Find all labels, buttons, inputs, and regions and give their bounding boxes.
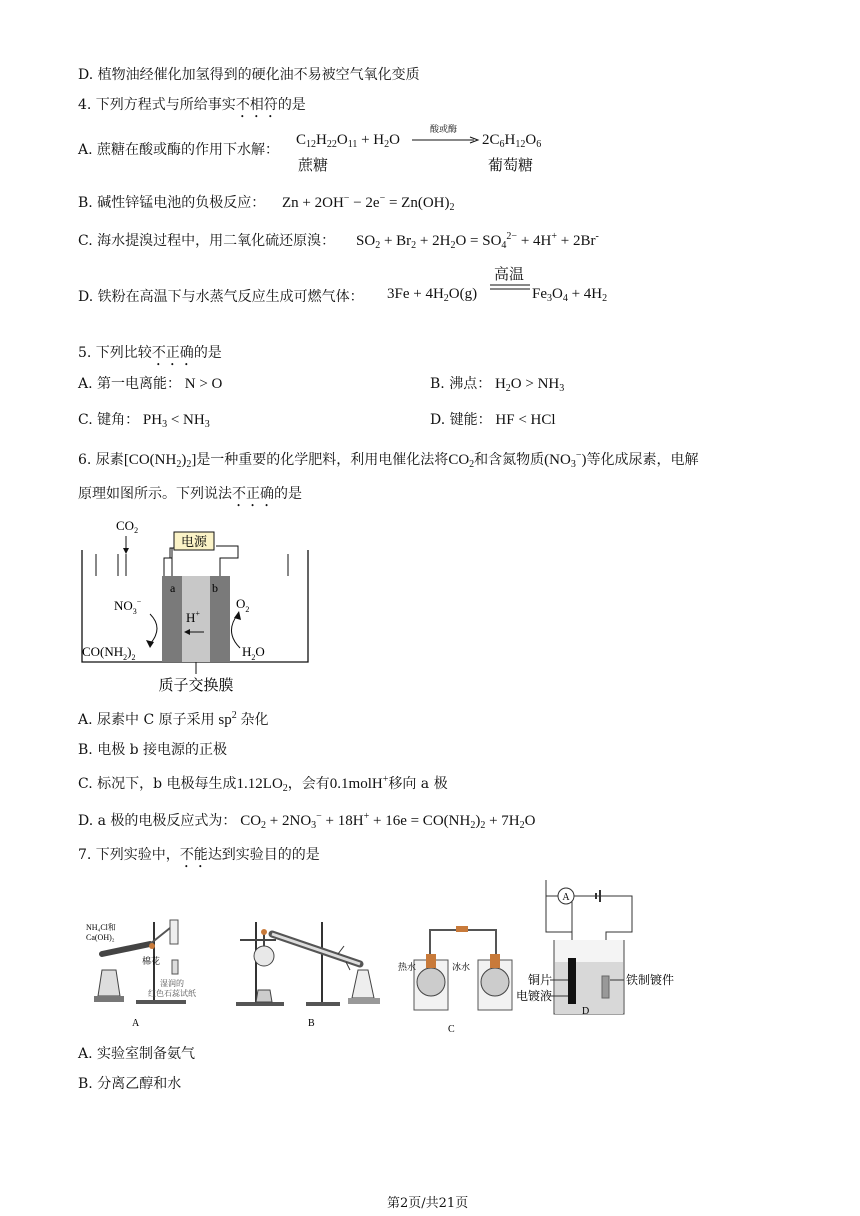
fig-c-label: C	[448, 1024, 455, 1034]
fig-a-reagent-label-2: Ca(OH)₂	[86, 933, 115, 942]
fig-b-label: B	[308, 1018, 315, 1029]
water-label: $H_2O$	[242, 644, 265, 662]
q4-option-d-equation: $3Fe + 4H_2O(g)$	[387, 286, 478, 304]
q6-option-a: A. 尿素中 C 原子采用 $sp^2$ 杂化	[78, 710, 269, 728]
fig-d-copper-label: 铜片	[528, 973, 553, 987]
q4-a-arrow	[412, 135, 480, 145]
copper-plate	[568, 958, 576, 1004]
q6-stem-line2: 原理如图所示。下列说法不正确的是	[78, 486, 302, 502]
q4-stem: 4. 下列方程式与所给事实不相符的是	[78, 97, 306, 113]
fig-a-cotton-label: 棉花	[142, 957, 161, 967]
q6-option-c: C. 标况下，b 电极每生成$1.12LO_2$，会有0.1molH+移向 a 极	[78, 774, 448, 794]
q4-option-c-text: C. 海水提溴过程中，用二氧化硫还原溴：	[78, 233, 336, 249]
receiving-flask	[352, 970, 374, 998]
q4-option-b-equation: $Zn + 2OH^- - 2e^- = Zn(OH)_2$	[282, 193, 455, 213]
fig-d-part-label: 铁制镀件	[626, 973, 675, 987]
page-footer: 第2页/共21页	[387, 1196, 469, 1211]
q4-option-a-product: $2C_6H_{12}O_6$	[482, 132, 542, 150]
q7-option-a: A. 实验室制备氨气	[78, 1046, 196, 1062]
q4-d-condition: 高温	[494, 265, 525, 283]
q5-option-a: A. 第一电离能： N > O	[78, 376, 223, 392]
nitrate-label: $NO_3^-$	[114, 597, 142, 616]
q4-option-a-equation: $C_{12}H_{22}O_{11} + H_2O$	[296, 132, 400, 150]
q3-option-d: D. 植物油经催化加氢得到的硬化油不易被空气氧化变质	[78, 67, 420, 83]
urea-label: $CO(NH_2)_2$	[82, 644, 136, 662]
q5-option-b: B. 沸点： $H_2O > NH_3$	[430, 376, 565, 394]
fig-a-paper-label-2: 红色石蕊试纸	[148, 989, 196, 998]
fig-a-label: A	[132, 1018, 140, 1029]
fig-a-paper-label-1: 湿润的	[160, 979, 184, 988]
o2-label: $O_2$	[236, 596, 250, 614]
fig-c-ice-water-label: 冰水	[452, 963, 471, 973]
q5-option-c: C. 键角： $PH_3 < NH_3$	[78, 412, 210, 430]
q5-stem: 5. 下列比较不正确的是	[78, 345, 222, 361]
fig-d-label: D	[582, 1006, 590, 1016]
connecting-tube	[430, 930, 496, 954]
apparatus-d	[504, 880, 704, 1016]
q4-a-label-sucrose: 蔗糖	[298, 156, 329, 174]
fig-c-hot-water-label: 热水	[398, 963, 417, 973]
q7-option-b: B. 分离乙醇和水	[78, 1076, 182, 1092]
q4-option-a-text: A. 蔗糖在酸或酶的作用下水解：	[78, 142, 280, 158]
apparatus-a	[84, 918, 204, 1030]
fig-a-reagent-label: NH₄Cl和	[86, 923, 116, 932]
alcohol-lamp	[98, 970, 120, 996]
test-tube	[102, 944, 150, 954]
apparatus-b	[232, 918, 392, 1030]
q6-option-b: B. 电极 b 接电源的正极	[78, 742, 228, 758]
h-plus-label: H+	[186, 609, 200, 625]
electrolysis-diagram	[78, 510, 318, 695]
q4-d-equals-sign	[490, 283, 532, 291]
q4-option-b-text: B. 碱性锌锰电池的负极反应：	[78, 195, 266, 211]
q5-option-d: D. 键能： HF < HCl	[430, 412, 556, 428]
fig-d-solution-label: 电镀液	[516, 989, 553, 1003]
q4-option-d-text: D. 铁粉在高温下与水蒸气反应生成可燃气体：	[78, 289, 364, 305]
iron-part	[602, 976, 609, 998]
membrane-label: 质子交换膜	[158, 676, 234, 694]
q4-a-label-glucose: 葡萄糖	[488, 156, 534, 174]
electrode-a-label: a	[170, 581, 176, 595]
ammeter-label: A	[562, 892, 570, 903]
q6-stem-line1: 6. 尿素$[CO(NH_2)_2]$是一种重要的化学肥料，利用电催化法将$CO_2$和含氮物质$(NO_3^-)$等化成尿素，电解	[78, 450, 699, 470]
q4-option-d-product: $Fe_3O_4 + 4H_2$	[532, 286, 608, 304]
hot-flask	[417, 968, 445, 996]
electrode-b-label: b	[212, 581, 218, 595]
co2-label: $CO_2$	[116, 518, 139, 535]
q4-option-c-equation: $SO_2 + Br_2 + 2H_2O = SO_4^{2-} + 4H^+ + 2Br^-$	[356, 231, 599, 251]
distillation-flask	[254, 946, 274, 966]
q6-option-d: D. a 极的电极反应式为： $CO_2 + 2NO_3^- + 18H^+ + 16e = CO(NH_2)_2 + 7H_2O$	[78, 811, 536, 831]
q7-stem: 7. 下列实验中，不能达到实验目的的是	[78, 847, 320, 863]
q4-a-condition: 酸或酶	[430, 125, 458, 135]
power-source-label: 电源	[180, 534, 208, 549]
